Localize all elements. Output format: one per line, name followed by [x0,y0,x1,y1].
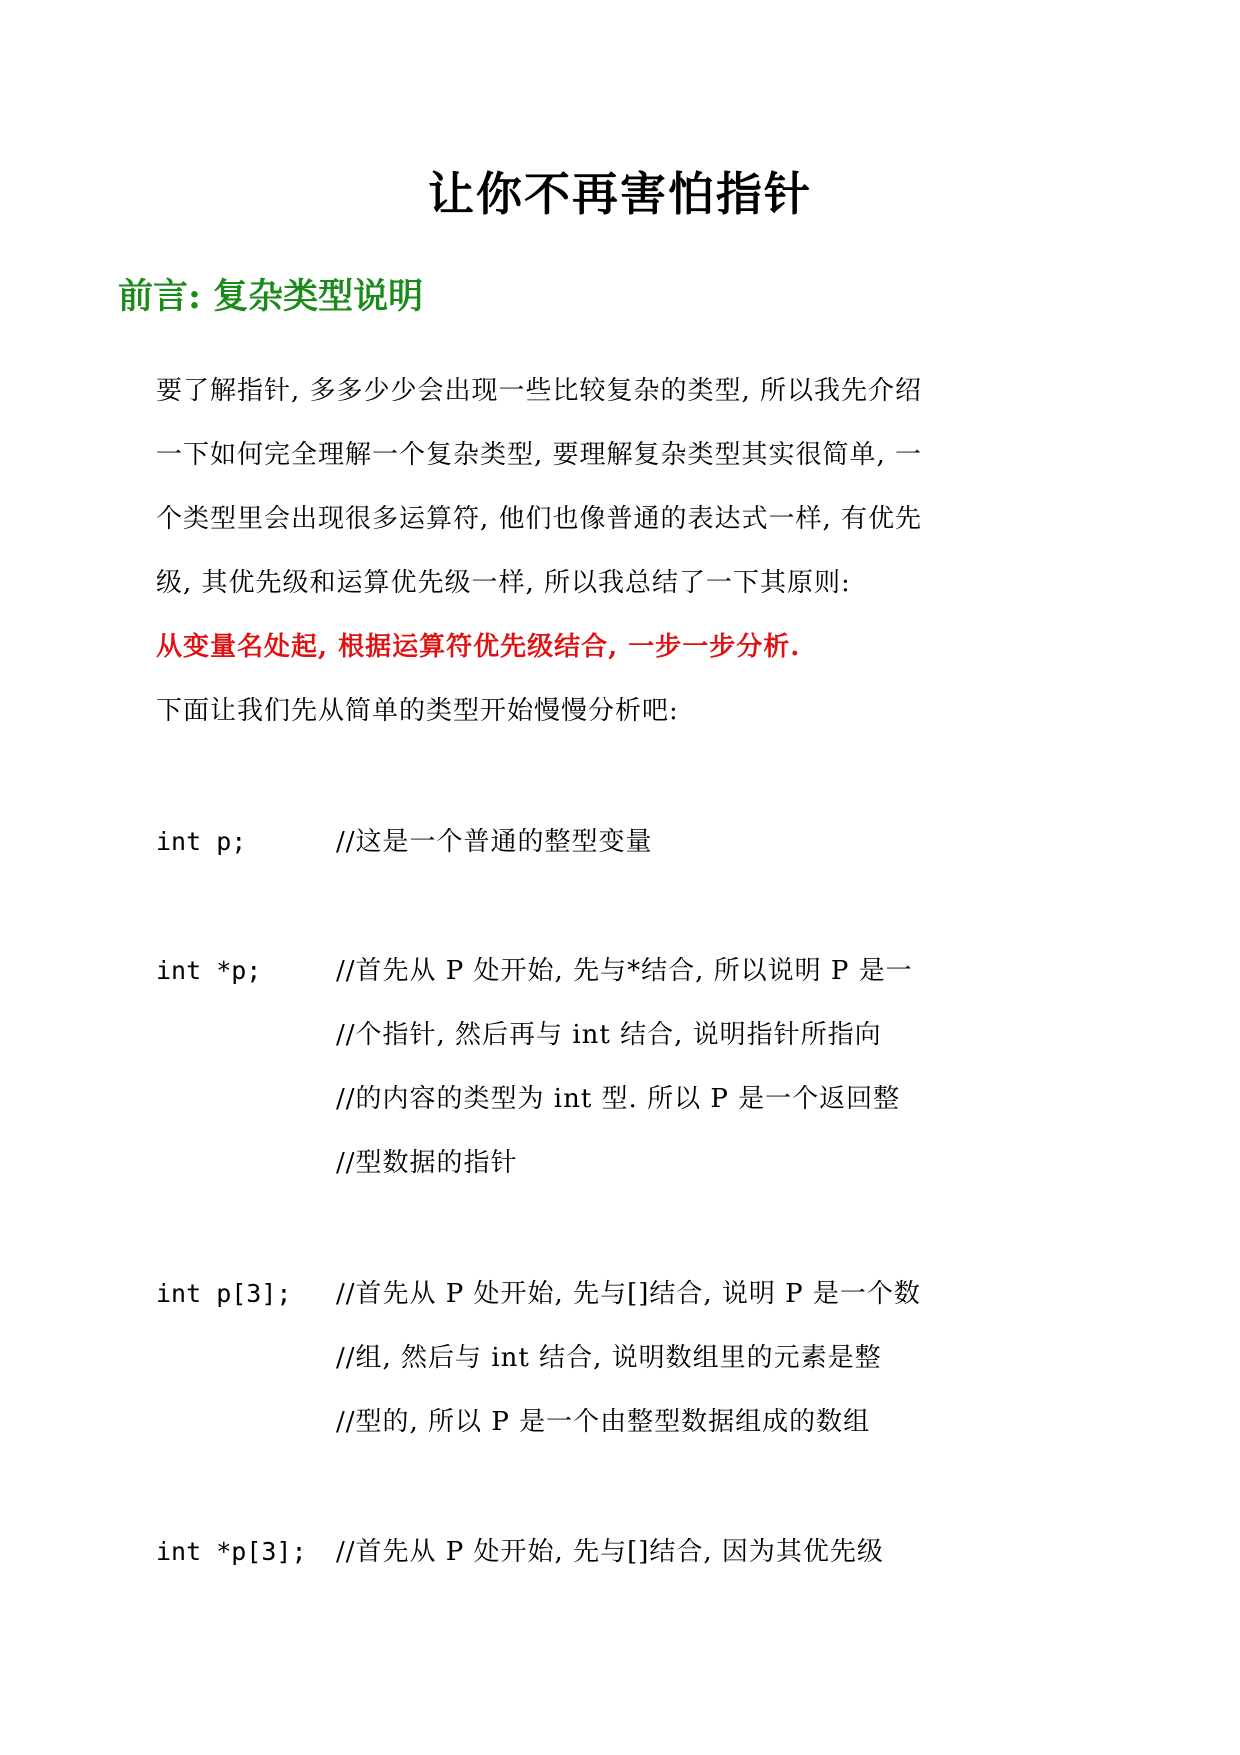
code-comment-line: //型数据的指针 [336,1148,518,1178]
intro-line: 一下如何完全理解一个复杂类型, 要理解复杂类型其实很简单, 一 [156,440,923,470]
principle-statement: 从变量名处起, 根据运算符优先级结合, 一步一步分析. [156,632,801,662]
code-declaration: int p; [156,827,247,856]
code-comment-line: //首先从 P 处开始, 先与[]结合, 因为其优先级 [336,1537,884,1567]
code-declaration: int *p; [156,956,262,985]
document-title: 让你不再害怕指针 [428,167,812,221]
intro-line: 要了解指针, 多多少少会出现一些比较复杂的类型, 所以我先介绍 [156,376,923,406]
lead-in-text: 下面让我们先从简单的类型开始慢慢分析吧: [156,696,679,726]
code-declaration: int p[3]; [156,1279,292,1308]
code-comment-line: //个指针, 然后再与 int 结合, 说明指针所指向 [336,1020,882,1050]
code-comment-line: //这是一个普通的整型变量 [336,827,653,857]
section-heading: 前言: 复杂类型说明 [118,276,424,317]
code-comment-line: //的内容的类型为 int 型. 所以 P 是一个返回整 [336,1084,901,1114]
intro-line: 级, 其优先级和运算优先级一样, 所以我总结了一下其原则: [156,568,851,598]
code-comment-line: //组, 然后与 int 结合, 说明数组里的元素是整 [336,1343,882,1373]
code-declaration: int *p[3]; [156,1537,307,1566]
intro-line: 个类型里会出现很多运算符, 他们也像普通的表达式一样, 有优先 [156,504,923,534]
code-comment-line: //首先从 P 处开始, 先与[]结合, 说明 P 是一个数 [336,1279,921,1309]
code-comment-line: //首先从 P 处开始, 先与*结合, 所以说明 P 是一 [336,956,913,986]
code-comment-line: //型的, 所以 P 是一个由整型数据组成的数组 [336,1407,871,1437]
